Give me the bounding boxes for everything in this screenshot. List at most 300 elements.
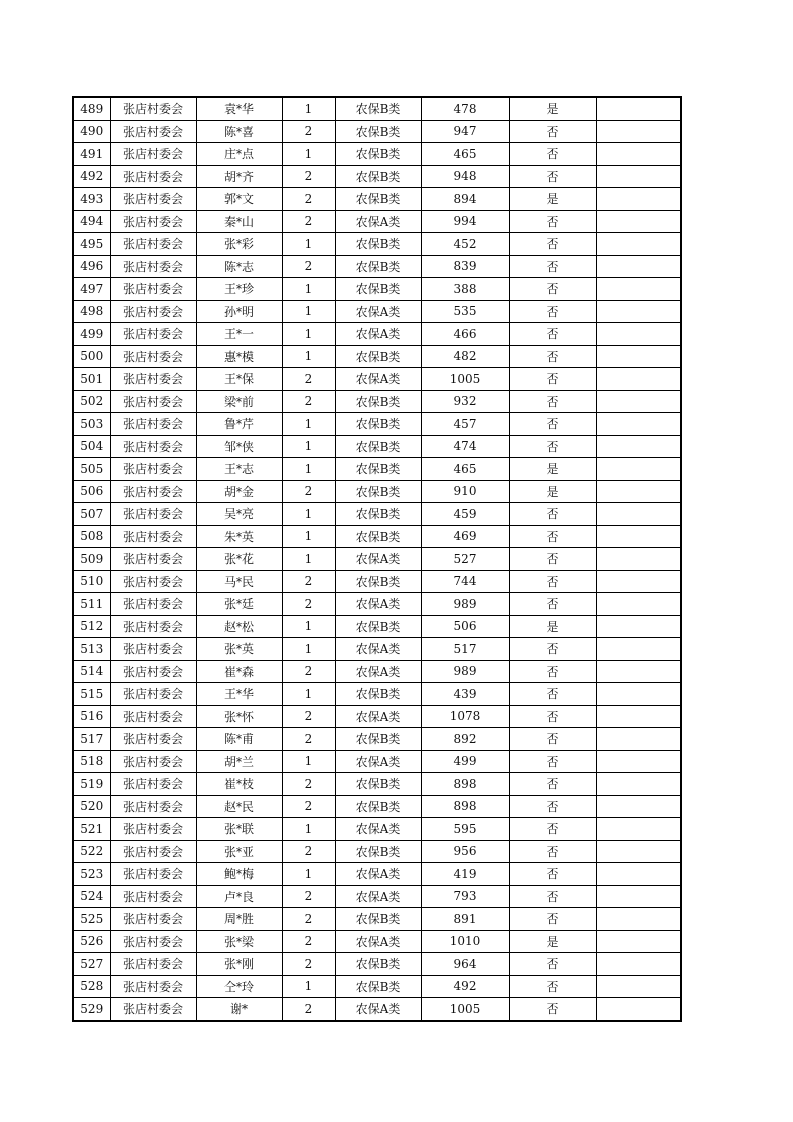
cell-person-name: 张*彩 xyxy=(196,233,282,256)
cell-serial-number: 502 xyxy=(73,390,110,413)
cell-insurance-category: 农保A类 xyxy=(335,885,421,908)
cell-serial-number: 494 xyxy=(73,210,110,233)
cell-amount: 898 xyxy=(421,795,509,818)
cell-yes-no-flag: 否 xyxy=(509,503,596,526)
cell-amount: 956 xyxy=(421,840,509,863)
cell-amount: 452 xyxy=(421,233,509,256)
cell-village-committee: 张店村委会 xyxy=(110,660,196,683)
cell-insurance-category: 农保B类 xyxy=(335,233,421,256)
table-row xyxy=(73,863,681,886)
cell-serial-number: 513 xyxy=(73,638,110,661)
cell-remarks xyxy=(596,323,681,346)
cell-person-name: 胡*金 xyxy=(196,480,282,503)
cell-yes-no-flag: 否 xyxy=(509,728,596,751)
cell-serial-number: 498 xyxy=(73,300,110,323)
cell-serial-number: 512 xyxy=(73,615,110,638)
cell-remarks xyxy=(596,885,681,908)
cell-insurance-category: 农保A类 xyxy=(335,593,421,616)
cell-serial-number: 520 xyxy=(73,795,110,818)
cell-village-committee: 张店村委会 xyxy=(110,728,196,751)
cell-serial-number: 524 xyxy=(73,885,110,908)
table-row xyxy=(73,503,681,526)
cell-village-committee: 张店村委会 xyxy=(110,818,196,841)
cell-village-committee: 张店村委会 xyxy=(110,255,196,278)
cell-insurance-category: 农保B类 xyxy=(335,480,421,503)
cell-amount: 892 xyxy=(421,728,509,751)
cell-village-committee: 张店村委会 xyxy=(110,885,196,908)
cell-insurance-category: 农保B类 xyxy=(335,278,421,301)
table-row xyxy=(73,188,681,211)
cell-yes-no-flag: 否 xyxy=(509,300,596,323)
cell-person-name: 张*联 xyxy=(196,818,282,841)
cell-yes-no-flag: 否 xyxy=(509,413,596,436)
cell-person-name: 张*英 xyxy=(196,638,282,661)
cell-insurance-category: 农保B类 xyxy=(335,525,421,548)
table-row xyxy=(73,638,681,661)
cell-remarks xyxy=(596,525,681,548)
cell-yes-no-flag: 是 xyxy=(509,458,596,481)
cell-household-count: 2 xyxy=(282,885,335,908)
cell-village-committee: 张店村委会 xyxy=(110,300,196,323)
cell-village-committee: 张店村委会 xyxy=(110,975,196,998)
cell-person-name: 秦*山 xyxy=(196,210,282,233)
cell-amount: 1078 xyxy=(421,705,509,728)
cell-insurance-category: 农保B类 xyxy=(335,435,421,458)
cell-serial-number: 517 xyxy=(73,728,110,751)
cell-village-committee: 张店村委会 xyxy=(110,863,196,886)
cell-person-name: 郭*文 xyxy=(196,188,282,211)
cell-household-count: 1 xyxy=(282,300,335,323)
cell-serial-number: 511 xyxy=(73,593,110,616)
table-row xyxy=(73,278,681,301)
cell-yes-no-flag: 否 xyxy=(509,683,596,706)
cell-village-committee: 张店村委会 xyxy=(110,165,196,188)
cell-insurance-category: 农保A类 xyxy=(335,818,421,841)
table-row xyxy=(73,818,681,841)
table-row xyxy=(73,233,681,256)
cell-insurance-category: 农保A类 xyxy=(335,998,421,1021)
cell-yes-no-flag: 否 xyxy=(509,840,596,863)
table-row xyxy=(73,390,681,413)
cell-yes-no-flag: 否 xyxy=(509,795,596,818)
cell-household-count: 2 xyxy=(282,795,335,818)
cell-serial-number: 523 xyxy=(73,863,110,886)
cell-remarks xyxy=(596,953,681,976)
cell-serial-number: 497 xyxy=(73,278,110,301)
table-row xyxy=(73,840,681,863)
cell-amount: 466 xyxy=(421,323,509,346)
cell-amount: 1005 xyxy=(421,998,509,1021)
cell-village-committee: 张店村委会 xyxy=(110,458,196,481)
cell-yes-no-flag: 否 xyxy=(509,368,596,391)
cell-insurance-category: 农保A类 xyxy=(335,863,421,886)
cell-household-count: 2 xyxy=(282,165,335,188)
cell-remarks xyxy=(596,638,681,661)
cell-insurance-category: 农保B类 xyxy=(335,120,421,143)
cell-village-committee: 张店村委会 xyxy=(110,413,196,436)
cell-remarks xyxy=(596,818,681,841)
cell-insurance-category: 农保B类 xyxy=(335,795,421,818)
cell-insurance-category: 农保B类 xyxy=(335,345,421,368)
cell-person-name: 王*一 xyxy=(196,323,282,346)
cell-remarks xyxy=(596,615,681,638)
cell-household-count: 2 xyxy=(282,998,335,1021)
table-row xyxy=(73,660,681,683)
cell-person-name: 吴*亮 xyxy=(196,503,282,526)
cell-yes-no-flag: 否 xyxy=(509,638,596,661)
cell-amount: 989 xyxy=(421,660,509,683)
cell-serial-number: 504 xyxy=(73,435,110,458)
cell-serial-number: 507 xyxy=(73,503,110,526)
cell-person-name: 朱*英 xyxy=(196,525,282,548)
table-row xyxy=(73,705,681,728)
table-row xyxy=(73,300,681,323)
cell-person-name: 崔*枝 xyxy=(196,773,282,796)
cell-remarks xyxy=(596,863,681,886)
cell-yes-no-flag: 否 xyxy=(509,998,596,1021)
cell-remarks xyxy=(596,728,681,751)
cell-remarks xyxy=(596,503,681,526)
cell-remarks xyxy=(596,840,681,863)
cell-person-name: 周*胜 xyxy=(196,908,282,931)
table-row xyxy=(73,885,681,908)
cell-amount: 898 xyxy=(421,773,509,796)
cell-household-count: 2 xyxy=(282,908,335,931)
cell-household-count: 1 xyxy=(282,278,335,301)
cell-remarks xyxy=(596,660,681,683)
table-row xyxy=(73,210,681,233)
cell-village-committee: 张店村委会 xyxy=(110,638,196,661)
cell-household-count: 1 xyxy=(282,548,335,571)
cell-household-count: 2 xyxy=(282,368,335,391)
cell-remarks xyxy=(596,930,681,953)
cell-yes-no-flag: 否 xyxy=(509,278,596,301)
cell-serial-number: 499 xyxy=(73,323,110,346)
cell-serial-number: 529 xyxy=(73,998,110,1021)
cell-remarks xyxy=(596,683,681,706)
cell-person-name: 王*珍 xyxy=(196,278,282,301)
cell-household-count: 2 xyxy=(282,255,335,278)
cell-village-committee: 张店村委会 xyxy=(110,548,196,571)
cell-amount: 492 xyxy=(421,975,509,998)
cell-village-committee: 张店村委会 xyxy=(110,908,196,931)
cell-village-committee: 张店村委会 xyxy=(110,705,196,728)
cell-serial-number: 526 xyxy=(73,930,110,953)
table-row xyxy=(73,570,681,593)
cell-yes-no-flag: 否 xyxy=(509,120,596,143)
cell-insurance-category: 农保B类 xyxy=(335,458,421,481)
cell-amount: 839 xyxy=(421,255,509,278)
cell-insurance-category: 农保A类 xyxy=(335,705,421,728)
cell-village-committee: 张店村委会 xyxy=(110,188,196,211)
cell-person-name: 王*华 xyxy=(196,683,282,706)
cell-household-count: 2 xyxy=(282,210,335,233)
cell-household-count: 2 xyxy=(282,390,335,413)
cell-serial-number: 503 xyxy=(73,413,110,436)
table-row xyxy=(73,930,681,953)
cell-person-name: 崔*森 xyxy=(196,660,282,683)
cell-serial-number: 492 xyxy=(73,165,110,188)
cell-village-committee: 张店村委会 xyxy=(110,368,196,391)
table-row xyxy=(73,165,681,188)
cell-amount: 439 xyxy=(421,683,509,706)
cell-remarks xyxy=(596,255,681,278)
cell-person-name: 庄*点 xyxy=(196,143,282,166)
cell-person-name: 鲍*梅 xyxy=(196,863,282,886)
cell-remarks xyxy=(596,750,681,773)
cell-remarks xyxy=(596,908,681,931)
table-row xyxy=(73,255,681,278)
cell-insurance-category: 农保A类 xyxy=(335,210,421,233)
cell-insurance-category: 农保A类 xyxy=(335,638,421,661)
cell-remarks xyxy=(596,705,681,728)
cell-insurance-category: 农保B类 xyxy=(335,255,421,278)
table-row xyxy=(73,908,681,931)
cell-amount: 989 xyxy=(421,593,509,616)
cell-household-count: 1 xyxy=(282,413,335,436)
cell-amount: 910 xyxy=(421,480,509,503)
cell-amount: 932 xyxy=(421,390,509,413)
cell-insurance-category: 农保A类 xyxy=(335,750,421,773)
cell-remarks xyxy=(596,480,681,503)
cell-amount: 1005 xyxy=(421,368,509,391)
table-row xyxy=(73,953,681,976)
cell-village-committee: 张店村委会 xyxy=(110,773,196,796)
cell-amount: 499 xyxy=(421,750,509,773)
cell-household-count: 1 xyxy=(282,435,335,458)
cell-household-count: 1 xyxy=(282,503,335,526)
cell-village-committee: 张店村委会 xyxy=(110,930,196,953)
cell-insurance-category: 农保A类 xyxy=(335,930,421,953)
cell-yes-no-flag: 否 xyxy=(509,165,596,188)
cell-person-name: 张*廷 xyxy=(196,593,282,616)
cell-person-name: 张*刚 xyxy=(196,953,282,976)
cell-yes-no-flag: 否 xyxy=(509,345,596,368)
cell-insurance-category: 农保B类 xyxy=(335,390,421,413)
cell-village-committee: 张店村委会 xyxy=(110,210,196,233)
cell-serial-number: 522 xyxy=(73,840,110,863)
cell-person-name: 袁*华 xyxy=(196,97,282,120)
cell-insurance-category: 农保B类 xyxy=(335,143,421,166)
cell-amount: 994 xyxy=(421,210,509,233)
cell-serial-number: 519 xyxy=(73,773,110,796)
cell-village-committee: 张店村委会 xyxy=(110,953,196,976)
cell-remarks xyxy=(596,278,681,301)
cell-household-count: 2 xyxy=(282,728,335,751)
cell-person-name: 谢* xyxy=(196,998,282,1021)
table-row xyxy=(73,593,681,616)
cell-amount: 469 xyxy=(421,525,509,548)
cell-insurance-category: 农保B类 xyxy=(335,97,421,120)
cell-serial-number: 525 xyxy=(73,908,110,931)
cell-insurance-category: 农保A类 xyxy=(335,323,421,346)
cell-insurance-category: 农保B类 xyxy=(335,728,421,751)
cell-serial-number: 501 xyxy=(73,368,110,391)
cell-remarks xyxy=(596,413,681,436)
cell-yes-no-flag: 否 xyxy=(509,525,596,548)
cell-insurance-category: 农保B类 xyxy=(335,683,421,706)
cell-village-committee: 张店村委会 xyxy=(110,683,196,706)
table-row xyxy=(73,975,681,998)
cell-amount: 457 xyxy=(421,413,509,436)
cell-insurance-category: 农保B类 xyxy=(335,908,421,931)
cell-household-count: 1 xyxy=(282,615,335,638)
cell-village-committee: 张店村委会 xyxy=(110,233,196,256)
cell-village-committee: 张店村委会 xyxy=(110,143,196,166)
cell-yes-no-flag: 否 xyxy=(509,705,596,728)
cell-household-count: 1 xyxy=(282,818,335,841)
cell-insurance-category: 农保B类 xyxy=(335,165,421,188)
cell-remarks xyxy=(596,120,681,143)
cell-amount: 894 xyxy=(421,188,509,211)
cell-yes-no-flag: 否 xyxy=(509,435,596,458)
cell-person-name: 陈*甫 xyxy=(196,728,282,751)
cell-serial-number: 521 xyxy=(73,818,110,841)
cell-yes-no-flag: 是 xyxy=(509,615,596,638)
cell-amount: 388 xyxy=(421,278,509,301)
cell-household-count: 1 xyxy=(282,863,335,886)
table-row xyxy=(73,750,681,773)
cell-serial-number: 489 xyxy=(73,97,110,120)
cell-household-count: 1 xyxy=(282,97,335,120)
cell-yes-no-flag: 否 xyxy=(509,593,596,616)
cell-serial-number: 506 xyxy=(73,480,110,503)
cell-serial-number: 514 xyxy=(73,660,110,683)
table-row xyxy=(73,413,681,436)
cell-household-count: 2 xyxy=(282,480,335,503)
cell-yes-no-flag: 否 xyxy=(509,323,596,346)
cell-amount: 419 xyxy=(421,863,509,886)
table-row xyxy=(73,525,681,548)
cell-remarks xyxy=(596,458,681,481)
cell-yes-no-flag: 否 xyxy=(509,818,596,841)
roster-table-body xyxy=(73,97,681,1021)
cell-household-count: 1 xyxy=(282,458,335,481)
cell-household-count: 2 xyxy=(282,570,335,593)
table-row xyxy=(73,998,681,1021)
cell-amount: 535 xyxy=(421,300,509,323)
table-row xyxy=(73,728,681,751)
cell-village-committee: 张店村委会 xyxy=(110,750,196,773)
cell-person-name: 赵*民 xyxy=(196,795,282,818)
cell-remarks xyxy=(596,975,681,998)
cell-household-count: 1 xyxy=(282,323,335,346)
cell-amount: 474 xyxy=(421,435,509,458)
cell-insurance-category: 农保B类 xyxy=(335,188,421,211)
cell-serial-number: 528 xyxy=(73,975,110,998)
cell-remarks xyxy=(596,593,681,616)
cell-insurance-category: 农保B类 xyxy=(335,975,421,998)
cell-household-count: 1 xyxy=(282,638,335,661)
cell-serial-number: 493 xyxy=(73,188,110,211)
cell-insurance-category: 农保B类 xyxy=(335,840,421,863)
cell-amount: 793 xyxy=(421,885,509,908)
cell-village-committee: 张店村委会 xyxy=(110,525,196,548)
cell-remarks xyxy=(596,570,681,593)
table-row xyxy=(73,773,681,796)
cell-yes-no-flag: 否 xyxy=(509,210,596,233)
cell-yes-no-flag: 否 xyxy=(509,660,596,683)
cell-serial-number: 509 xyxy=(73,548,110,571)
cell-village-committee: 张店村委会 xyxy=(110,840,196,863)
cell-insurance-category: 农保B类 xyxy=(335,413,421,436)
cell-household-count: 2 xyxy=(282,773,335,796)
cell-amount: 1010 xyxy=(421,930,509,953)
cell-household-count: 2 xyxy=(282,930,335,953)
table-row xyxy=(73,683,681,706)
cell-serial-number: 510 xyxy=(73,570,110,593)
cell-person-name: 孙*明 xyxy=(196,300,282,323)
cell-household-count: 1 xyxy=(282,975,335,998)
cell-household-count: 1 xyxy=(282,525,335,548)
cell-amount: 527 xyxy=(421,548,509,571)
cell-village-committee: 张店村委会 xyxy=(110,345,196,368)
cell-amount: 517 xyxy=(421,638,509,661)
cell-village-committee: 张店村委会 xyxy=(110,998,196,1021)
cell-person-name: 马*民 xyxy=(196,570,282,593)
cell-remarks xyxy=(596,300,681,323)
cell-serial-number: 515 xyxy=(73,683,110,706)
cell-insurance-category: 农保B类 xyxy=(335,570,421,593)
table-row xyxy=(73,615,681,638)
table-row xyxy=(73,458,681,481)
cell-remarks xyxy=(596,233,681,256)
cell-household-count: 1 xyxy=(282,345,335,368)
cell-amount: 482 xyxy=(421,345,509,368)
cell-household-count: 1 xyxy=(282,143,335,166)
cell-person-name: 梁*前 xyxy=(196,390,282,413)
cell-remarks xyxy=(596,548,681,571)
cell-person-name: 赵*松 xyxy=(196,615,282,638)
cell-serial-number: 496 xyxy=(73,255,110,278)
cell-village-committee: 张店村委会 xyxy=(110,435,196,458)
cell-amount: 459 xyxy=(421,503,509,526)
cell-yes-no-flag: 否 xyxy=(509,255,596,278)
cell-remarks xyxy=(596,165,681,188)
cell-serial-number: 505 xyxy=(73,458,110,481)
cell-person-name: 邹*侠 xyxy=(196,435,282,458)
cell-insurance-category: 农保B类 xyxy=(335,953,421,976)
cell-person-name: 陈*志 xyxy=(196,255,282,278)
cell-insurance-category: 农保B类 xyxy=(335,503,421,526)
table-row xyxy=(73,97,681,120)
cell-amount: 465 xyxy=(421,143,509,166)
cell-yes-no-flag: 否 xyxy=(509,233,596,256)
cell-household-count: 2 xyxy=(282,188,335,211)
cell-yes-no-flag: 否 xyxy=(509,548,596,571)
cell-remarks xyxy=(596,188,681,211)
cell-yes-no-flag: 否 xyxy=(509,863,596,886)
cell-serial-number: 527 xyxy=(73,953,110,976)
cell-household-count: 2 xyxy=(282,840,335,863)
cell-yes-no-flag: 否 xyxy=(509,143,596,166)
cell-insurance-category: 农保A类 xyxy=(335,660,421,683)
cell-household-count: 2 xyxy=(282,120,335,143)
cell-insurance-category: 农保A类 xyxy=(335,300,421,323)
cell-person-name: 王*保 xyxy=(196,368,282,391)
cell-remarks xyxy=(596,345,681,368)
cell-remarks xyxy=(596,773,681,796)
cell-amount: 744 xyxy=(421,570,509,593)
table-row xyxy=(73,120,681,143)
cell-amount: 891 xyxy=(421,908,509,931)
cell-remarks xyxy=(596,795,681,818)
cell-amount: 947 xyxy=(421,120,509,143)
cell-yes-no-flag: 否 xyxy=(509,908,596,931)
cell-household-count: 2 xyxy=(282,705,335,728)
cell-remarks xyxy=(596,210,681,233)
cell-person-name: 仝*玲 xyxy=(196,975,282,998)
